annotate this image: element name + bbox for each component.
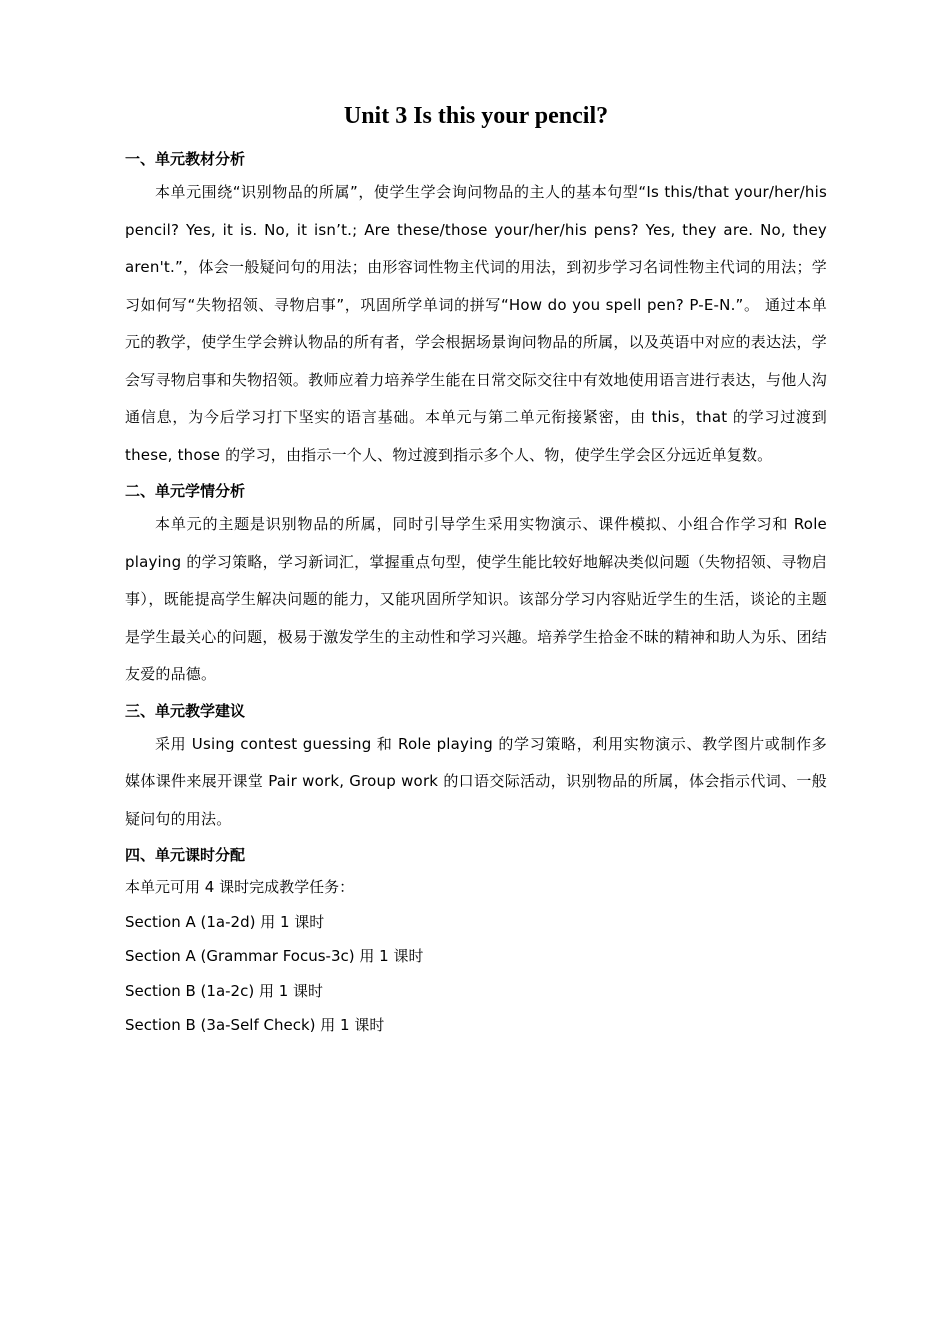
schedule-item: Section A (Grammar Focus-3c) 用 1 课时	[125, 947, 424, 965]
schedule-item: Section B (3a-Self Check) 用 1 课时	[125, 1016, 385, 1034]
section-body-teaching-suggestions: 采用 Using contest guessing 和 Role playing 的学习策略，利用实物演示、教学图片或制作多媒体课件来展开课堂 Pair work, Group work 的口语交际活动，识别物品的所属，体会指示代词、一般疑问句的用法。	[125, 734, 827, 828]
schedule-item: Section B (1a-2c) 用 1 课时	[125, 981, 324, 1000]
document-page	[125, 98, 827, 1043]
section-body-student-analysis: 本单元的主题是识别物品的所属，同时引导学生采用实物演示、课件模拟、小组合作学习和 Role playing 的学习策略，学习新词汇，掌握重点句型，使学生能比较好地解决类似问题（失物招领、寻物启事），既能提高学生解决问题的能力，又能巩固所学知识。该部分学习内容贴近学生的生活，谈论的主题是学生最关心的问题，极易于激发学生的主动性和学习兴趣。培养学生拾金不昧的精神和助人为乐、团结友爱的品德。	[125, 515, 827, 683]
schedule-intro: 本单元可用 4 课时完成教学任务：	[125, 878, 355, 896]
schedule-item: Section A (1a-2d) 用 1 课时	[125, 912, 325, 931]
section-heading-student-analysis: 二、单元学情分析	[125, 482, 246, 500]
section-body-textbook-analysis: 本单元围绕“识别物品的所属”，使学生学会询问物品的主人的基本句型“Is this/that your/her/his pencil? Yes, it is. No, it isn’t.; Are these/those your/her/his pens? Yes, they are. No, they aren't.”，体会一般疑问句的用法；由形容词性物主代词的用法，到初步学习名词性物主代词的用法；学习如何写“失物招领、寻物启事”，巩固所学单词的拼写“How do you spell pen? P-E-N.”。 通过本单元的教学，使学生学会辨认物品的所有者，学会根据场景询问物品的所属，以及英语中对应的表达法，学会写寻物启事和失物招领。教师应着力培养学生能在日常交际交往中有效地使用语言进行表达，与他人沟通信息，为今后学习打下坚实的语言基础。本单元与第二单元衔接紧密，由 this，that 的学习过渡到 these, those 的学习，由指示一个人、物过渡到指示多个人、物，使学生学会区分远近单复数。	[125, 183, 827, 464]
section-heading-textbook-analysis: 一、单元教材分析	[125, 150, 246, 168]
section-heading-lesson-allocation: 四、单元课时分配	[125, 846, 246, 864]
document-title: Unit 3 Is this your pencil?	[343, 103, 609, 129]
section-heading-teaching-suggestions: 三、单元教学建议	[125, 701, 246, 720]
